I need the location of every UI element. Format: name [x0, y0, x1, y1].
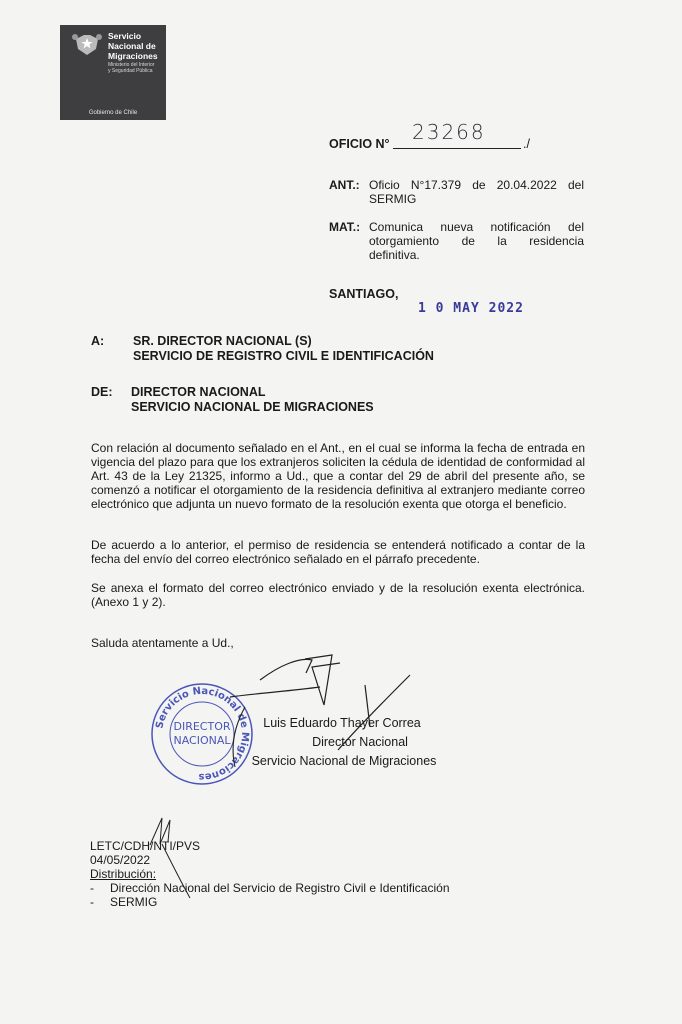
ant-label: ANT.:: [329, 178, 360, 192]
seal-center-line1: DIRECTOR: [173, 720, 231, 733]
institution-logo: [60, 25, 166, 120]
signer-name: Luis Eduardo Thayer Correa: [263, 716, 421, 730]
to-label: A:: [91, 334, 105, 348]
from-sender: DIRECTOR NACIONAL SERVICIO NACIONAL DE MIGRACIONES: [131, 385, 374, 414]
oficio-underline: [393, 148, 521, 149]
mat-value: Comunica nueva notificación del otorgamiento de la residencia definitiva.: [369, 220, 584, 262]
oficio-label: OFICIO N°: [329, 137, 390, 151]
distribution-label: Distribución:: [90, 867, 157, 881]
signer-organization: Servicio Nacional de Migraciones: [251, 754, 437, 768]
oficio-number: 23268: [412, 120, 486, 144]
place-label: SANTIAGO,: [329, 287, 399, 301]
distribution-item: - Dirección Nacional del Servicio de Registro Civil e Identificación: [90, 881, 450, 895]
list-dash: -: [90, 895, 94, 909]
signer-title: Director Nacional: [312, 735, 408, 749]
from-label: DE:: [91, 385, 113, 399]
seal-ring-text: Servicio Nacional de Migraciones: [154, 685, 251, 783]
logo-ministry: Ministerio del Interior y Seguridad Pública: [108, 62, 155, 74]
logo-gobierno: Gobierno de Chile: [88, 110, 138, 116]
date-stamp: 1 0 MAY 2022: [418, 301, 524, 316]
ant-value: Oficio N°17.379 de 20.04.2022 del SERMIG: [369, 178, 584, 206]
body-paragraph-3: Se anexa el formato del correo electrónico enviado y de la resolución exenta electrónica. (Anexo 1 y 2).: [91, 581, 585, 609]
logo-name: Servicio Nacional de Migraciones: [108, 31, 158, 61]
document-date: 04/05/2022: [90, 853, 151, 867]
body-paragraph-1: Con relación al documento señalado en el Ant., en el cual se informa la fecha de entrada en vigencia del plazo para que los extranjeros soliciten la cédula de identidad de conformidad al Art. 43 de la Ley 21325, informo a Ud., que a contar del 29 de abril del presente año, se comenzó a notificar el otorgamiento de la residencia definitiva al extranjero mediante correo electrónico que adjunta un nuevo formato de la resolución exenta que otorga el beneficio.: [91, 441, 585, 511]
list-dash: -: [90, 881, 94, 895]
oficio-slash: ./: [523, 137, 530, 151]
mat-label: MAT.:: [329, 220, 361, 234]
chile-crest-icon: [70, 31, 104, 59]
distribution-item: - SERMIG: [90, 895, 158, 909]
seal-center-line2: NACIONAL: [173, 734, 231, 747]
body-paragraph-2: De acuerdo a lo anterior, el permiso de residencia se entenderá notificado a contar de la fecha del envío del correo electrónico señalado en el párrafo precedente.: [91, 538, 585, 566]
greeting: Saluda atentamente a Ud.,: [91, 636, 234, 650]
to-recipient: SR. DIRECTOR NACIONAL (S) SERVICIO DE REGISTRO CIVIL E IDENTIFICACIÓN: [133, 334, 434, 363]
reference-initials: LETC/CDH/NTI/PVS: [90, 839, 201, 853]
